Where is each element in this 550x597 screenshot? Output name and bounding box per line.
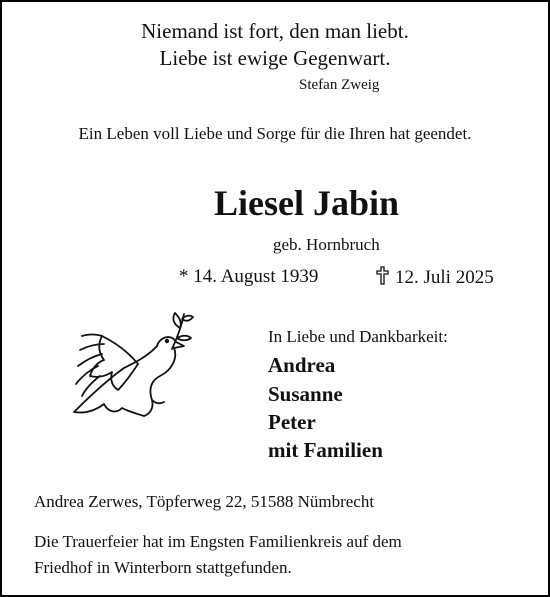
death-date-group xyxy=(376,266,494,291)
cross-icon xyxy=(376,266,389,291)
contact-address: Andrea Zerwes, Töpferweg 22, 51588 Nümbrecht xyxy=(34,492,375,511)
quote-line-2: Liebe ist ewige Gegenwart. xyxy=(159,46,391,70)
mourner-name: Susanne xyxy=(268,382,343,406)
quote-author: Stefan Zweig xyxy=(299,77,380,93)
death-date: 12. Juli 2025 xyxy=(395,267,494,288)
maiden-name: geb. Hornbruch xyxy=(273,235,380,254)
funeral-text-line-1: Die Trauerfeier hat im Engsten Familienkreis auf dem xyxy=(34,532,402,551)
mourners-heading: In Liebe und Dankbarkeit: xyxy=(268,327,448,346)
mourner-name: Peter xyxy=(268,410,316,434)
funeral-text-line-2: Friedhof in Winterborn stattgefunden. xyxy=(34,558,292,577)
mourner-name: Andrea xyxy=(268,353,336,377)
quote-line-1: Niemand ist fort, den man liebt. xyxy=(141,19,409,43)
deceased-name: Liesel Jabin xyxy=(214,183,400,223)
intro-text: Ein Leben voll Liebe und Sorge für die Ihren hat geendet. xyxy=(78,124,472,143)
birth-date: * 14. August 1939 xyxy=(179,266,319,287)
mourner-name: mit Familien xyxy=(268,438,383,462)
dove-with-olive-branch-icon xyxy=(60,304,200,434)
